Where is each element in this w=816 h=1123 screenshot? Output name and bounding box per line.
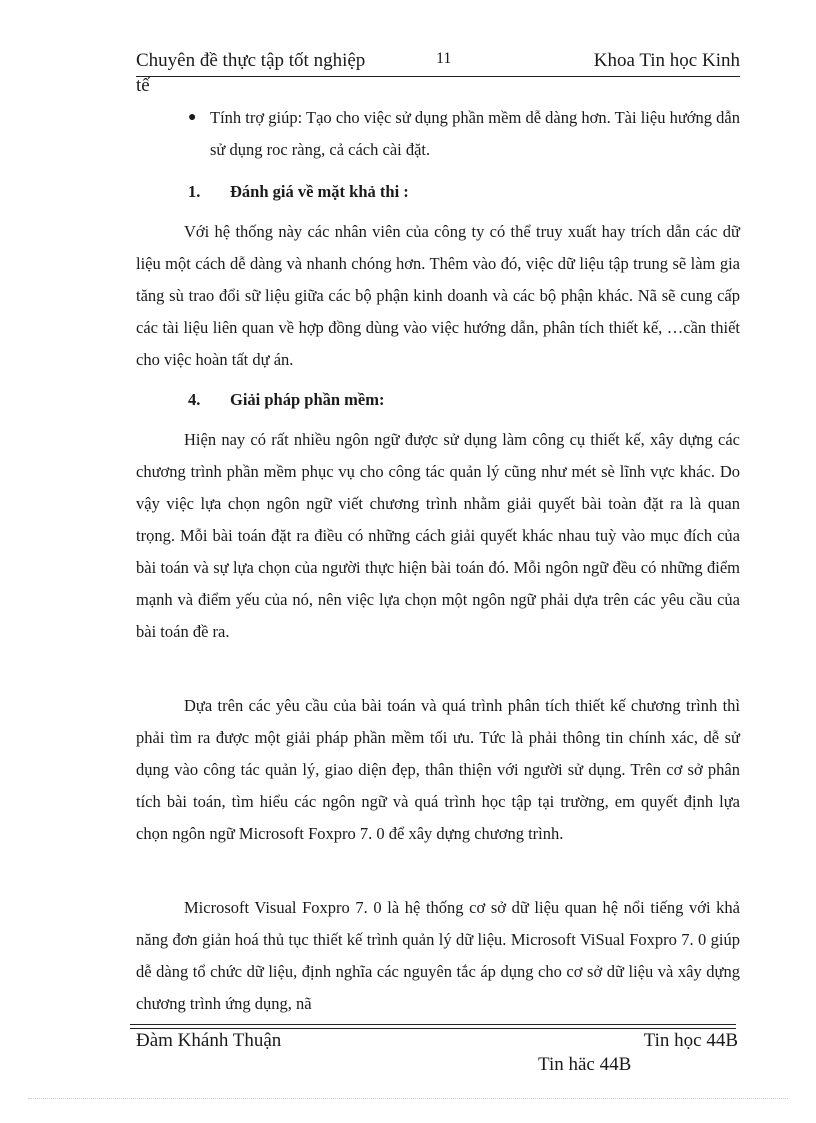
paragraph-languages: Hiện nay có rất nhiều ngôn ngữ được sử dụng làm công cụ thiết kế, xây dựng các chương trình phần mềm phục vụ cho công tác quản lý cũng như mét sè lĩnh vực khác. Do vậy việc lựa chọn ngôn ngữ viết chương trình nhằm giải quyết bài toàn đặt ra là quan trọng. Mỗi bài toán đặt ra điều có những cách giải quyết khác nhau tuỳ vào mục đích của bài toán và sự lựa chọn của người thực hiện bài toán đó. Mỗi ngôn ngữ đều có những điểm mạnh và điểm yếu của nó, nên việc lựa chọn một ngôn ngữ phải dựa trên các yêu cầu của bài toán đề ra. <box>136 430 740 641</box>
paragraph-foxpro: Microsoft Visual Foxpro 7. 0 là hệ thống cơ sở dữ liệu quan hệ nổi tiếng với khả năng đơn giản hoá thủ tục thiết kế trình quản lý dữ liệu. Microsoft ViSual Foxpro 7. 0 giúp dễ dàng tổ chức dữ liệu, định nghĩa các nguyên tắc áp dụng cho cơ sở dữ liệu và xây dựng chương trình ứng dụng, nã <box>136 898 740 1013</box>
heading-feasibility <box>188 176 409 208</box>
heading-software-solution <box>188 384 385 416</box>
bullet-text: Tính trợ giúp: Tạo cho việc sử dụng phần mềm dễ dàng hơn. Tài liệu hướng dẫn sử dụng roc ràng, cả cách cài đặt. <box>210 108 740 159</box>
heading-number: 4. <box>188 390 201 409</box>
bullet-dot-icon: ● <box>188 110 197 125</box>
page-number: 11 <box>436 50 452 67</box>
footer-class: Tin học 44B <box>643 1030 738 1051</box>
header-title: Chuyên đề thực tập tốt nghiệp <box>136 50 366 71</box>
paragraph-feasibility: Với hệ thống này các nhân viên của công ty có thể truy xuất hay trích dẫn các dữ liệu một cách dễ dàng và nhanh chóng hơn. Thêm vào đó, việc dữ liệu tập trung sẽ làm gia tăng sù trao đổi sữ liệu giữa các bộ phận kinh doanh và các bộ phận khác. Nã sẽ cung cấp các tài liệu liên quan về hợp đồng dùng vào việc hướng dẫn, phân tích thiết kế, …cần thiết cho việc hoàn tất dự án. <box>136 222 740 369</box>
heading-title: Đánh giá về mặt khả thi : <box>230 182 409 201</box>
footer-divider <box>130 1028 736 1029</box>
heading-title: Giải pháp phần mềm: <box>230 390 385 409</box>
heading-number: 1. <box>188 182 201 201</box>
header-faculty: Khoa Tin học Kinh <box>593 50 740 71</box>
footer-class-duplicate: Tin häc 44B <box>538 1054 632 1075</box>
page-bottom-border <box>28 1098 788 1099</box>
footer-divider <box>130 1024 736 1025</box>
footer-author: Đàm Khánh Thuận <box>136 1030 282 1051</box>
page-header <box>136 50 740 77</box>
page-footer <box>136 1030 738 1056</box>
header-faculty-wrap: tế <box>136 75 150 96</box>
paragraph-choice: Dựa trên các yêu cầu của bài toán và quá trình phân tích thiết kế chương trình thì phải tìm ra được một giải pháp phần mềm tối ưu. Tức là phải thông tin chính xác, dễ sử dụng vào công tác quản lý, giao diện đẹp, thân thiện với người sử dụng. Trên cơ sở phân tích bài toán, tìm hiểu các ngôn ngữ và quá trình học tập tại trường, em quyết định lựa chọn ngôn ngữ Microsoft Foxpro 7. 0 để xây dựng chương trình. <box>136 696 740 843</box>
